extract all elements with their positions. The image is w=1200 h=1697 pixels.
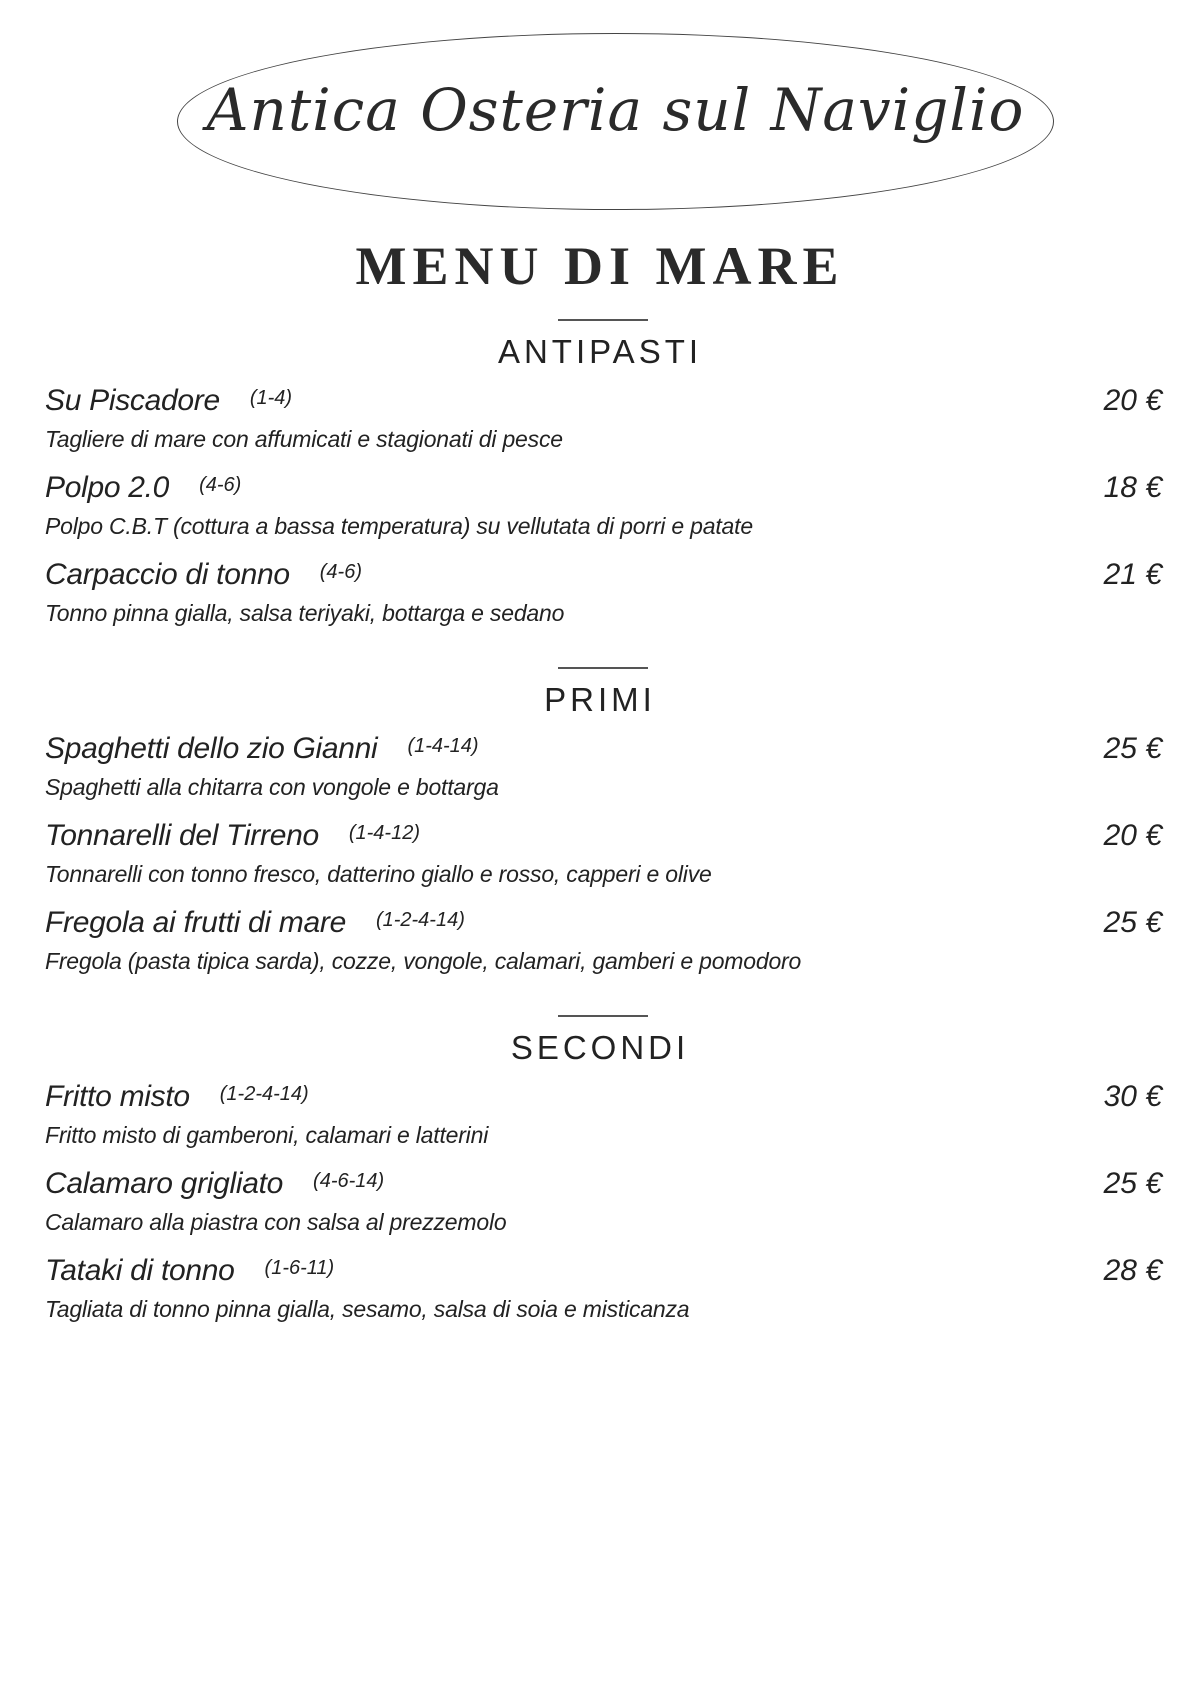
menu-item-name [45, 384, 292, 418]
menu-item-name [45, 1254, 334, 1288]
menu-item-description: Fregola (pasta tipica sarda), cozze, vongole, calamari, gamberi e pomodoro [45, 948, 802, 974]
section-title: PRIMI [544, 681, 656, 718]
menu-item-name [45, 558, 362, 592]
allergen-codes: (4-6-14) [313, 1170, 385, 1192]
menu-item-description: Spaghetti alla chitarra con vongole e bottarga [45, 774, 499, 800]
allergen-codes: (1-2-4-14) [219, 1083, 309, 1105]
menu-item-description: Tagliere di mare con affumicati e stagionati di pesce [45, 426, 563, 452]
allergen-codes: (1-4) [249, 387, 293, 409]
menu-item-price: 25 € [1103, 906, 1162, 939]
menu-item-price: 25 € [1103, 732, 1162, 765]
menu-item-name [45, 1167, 384, 1201]
allergen-codes: (1-4-12) [348, 822, 420, 844]
dish-name: Fregola ai frutti di mare [45, 906, 346, 939]
menu-item-price: 20 € [1103, 384, 1162, 417]
dish-name: Polpo 2.0 [45, 471, 170, 504]
menu-item-name [45, 732, 479, 766]
menu-item-price: 28 € [1103, 1254, 1162, 1287]
restaurant-name: Antica Osteria sul Naviglio [206, 76, 1025, 144]
allergen-codes: (4-6) [319, 561, 362, 583]
menu-item-name [45, 1080, 309, 1114]
dish-name: Tonnarelli del Tirreno [45, 819, 319, 852]
menu-item-description: Calamaro alla piastra con salsa al prezzemolo [45, 1209, 507, 1235]
menu-item-name [45, 906, 465, 940]
dish-name: Fritto misto [45, 1080, 190, 1113]
menu-item-price: 25 € [1103, 1167, 1162, 1200]
menu-item-description: Tonnarelli con tonno fresco, datterino giallo e rosso, capperi e olive [45, 861, 712, 887]
dish-name: Spaghetti dello zio Gianni [45, 732, 378, 765]
menu-item-description: Tonno pinna gialla, salsa teriyaki, bottarga e sedano [45, 600, 565, 626]
section-divider [558, 667, 648, 669]
section-title: ANTIPASTI [497, 333, 703, 370]
dish-name: Calamaro grigliato [45, 1167, 284, 1200]
dish-name: Su Piscadore [45, 384, 220, 417]
section-divider [558, 1015, 648, 1017]
section-divider [558, 319, 648, 321]
restaurant-logo [177, 33, 1054, 210]
allergen-codes: (1-2-4-14) [375, 909, 465, 931]
menu-item-description: Fritto misto di gamberoni, calamari e latterini [45, 1122, 489, 1148]
menu-item-price: 30 € [1103, 1080, 1162, 1113]
section-title: SECONDI [510, 1029, 690, 1066]
dish-name: Carpaccio di tonno [45, 558, 290, 591]
allergen-codes: (1-4-14) [407, 735, 479, 757]
menu-item-price: 21 € [1103, 558, 1162, 591]
menu-title: MENU DI MARE [355, 236, 845, 296]
allergen-codes: (4-6) [199, 474, 242, 496]
menu-item-price: 20 € [1103, 819, 1162, 852]
dish-name: Tataki di tonno [45, 1254, 235, 1287]
menu-item-description: Polpo C.B.T (cottura a bassa temperatura) su vellutata di porri e patate [45, 513, 753, 539]
menu-item-name [45, 819, 420, 853]
allergen-codes: (1-6-11) [264, 1257, 335, 1279]
menu-item-price: 18 € [1103, 471, 1162, 504]
menu-item-description: Tagliata di tonno pinna gialla, sesamo, salsa di soia e misticanza [45, 1296, 690, 1322]
menu-item-name [45, 471, 241, 505]
